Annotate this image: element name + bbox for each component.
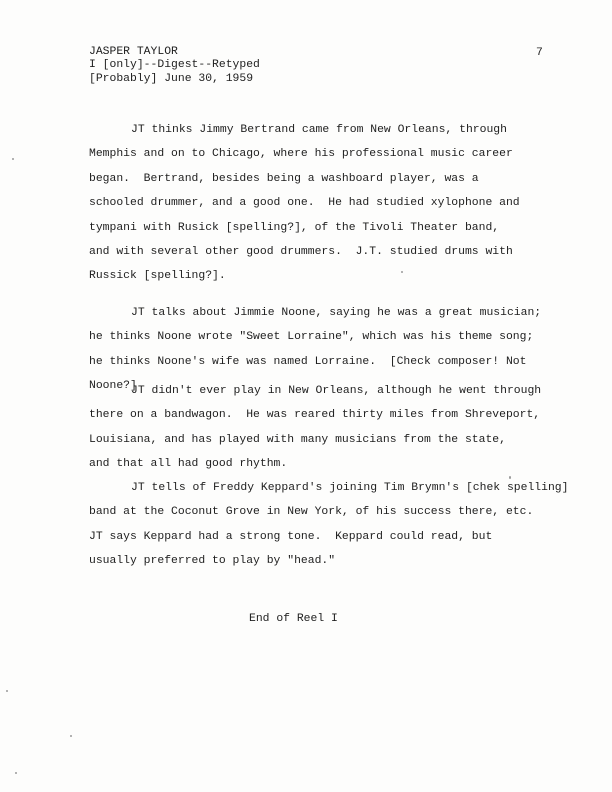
paragraph-bertrand bbox=[89, 118, 589, 289]
paragraph-line: he thinks Noone's wife was named Lorraine. [Check composer! Not bbox=[89, 355, 527, 368]
paragraph-line: JT didn't ever play in New Orleans, although he went through bbox=[131, 385, 542, 397]
paragraph-line: and with several other good drummers. J.T. studied drums with bbox=[89, 245, 513, 258]
end-of-reel-text: End of Reel I bbox=[249, 613, 338, 625]
paragraph-line: tympani with Rusick [spelling?], of the Tivoli Theater band, bbox=[89, 221, 500, 234]
paragraph-line: Russick [spelling?]. bbox=[89, 270, 226, 283]
scan-speck bbox=[15, 772, 17, 774]
paragraph-line: and that all had good rhythm. bbox=[89, 458, 288, 471]
document-header bbox=[89, 46, 260, 86]
paragraph-keppard bbox=[89, 476, 589, 574]
paragraph-line: began. Bertrand, besides being a washboard player, was a bbox=[89, 172, 479, 185]
paragraph-line: JT talks about Jimmie Noone, saying he was a great musician; bbox=[131, 307, 542, 319]
paragraph-line: Noone?] bbox=[89, 380, 137, 393]
header-name: JASPER TAYLOR bbox=[89, 46, 178, 58]
page-number: 7 bbox=[536, 47, 543, 59]
paragraph-line: Louisiana, and has played with many musicians from the state, bbox=[89, 433, 506, 446]
header-date: [Probably] June 30, 1959 bbox=[89, 72, 254, 85]
scan-speck bbox=[401, 271, 403, 273]
paragraph-line: he thinks Noone wrote "Sweet Lorraine", which was his theme song; bbox=[89, 331, 534, 344]
paragraph-line: JT says Keppard had a strong tone. Keppard could read, but bbox=[89, 530, 493, 543]
paragraph-line: there on a bandwagon. He was reared thirty miles from Shreveport, bbox=[89, 409, 541, 422]
header-reel-info: I [only]--Digest--Retyped bbox=[89, 59, 260, 72]
scan-speck bbox=[509, 476, 511, 479]
scan-speck bbox=[12, 158, 14, 160]
scan-speck bbox=[70, 735, 72, 737]
paragraph-new-orleans bbox=[89, 379, 589, 477]
paragraph-line: JT thinks Jimmy Bertrand came from New Orleans, through bbox=[131, 124, 507, 136]
paragraph-line: usually preferred to play by "head." bbox=[89, 555, 336, 568]
scan-speck bbox=[6, 690, 8, 692]
paragraph-line: schooled drummer, and a good one. He had studied xylophone and bbox=[89, 197, 520, 210]
paragraph-line: Memphis and on to Chicago, where his professional music career bbox=[89, 148, 513, 161]
paragraph-line: JT tells of Freddy Keppard's joining Tim Brymn's [chek spelling] bbox=[131, 482, 569, 494]
paragraph-line: band at the Coconut Grove in New York, of his success there, etc. bbox=[89, 506, 534, 519]
